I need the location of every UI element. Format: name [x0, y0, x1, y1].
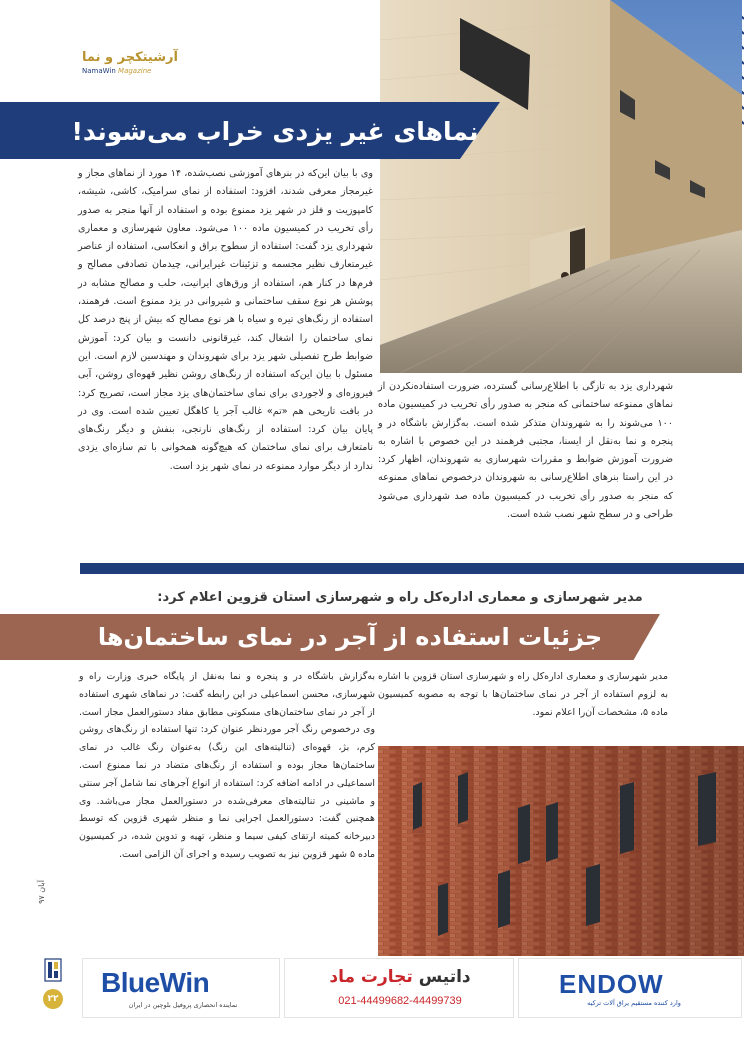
issue-date: آبان ۹۷	[37, 880, 46, 904]
bluewin-brand: BlueWin	[101, 967, 210, 998]
article2-column-right: مدیر شهرسازی و معماری اداره‌کل راه و شهرسازی استان قزوین با اشاره به لزوم استفاده از آجر در نمای ساختمان‌ها با توجه به مصوبه کمیسیون ماده ۵، مشخصات آن‌را اعلام نمود.	[378, 671, 668, 718]
article2-title: جزئیات استفاده از آجر در نمای ساختمان‌ها	[97, 623, 603, 651]
bluewin-tagline: نماینده انحصاری پروفیل بلوچین در ایران	[128, 1001, 238, 1009]
logo-mag: Magazine	[118, 67, 152, 75]
advertisement-strip	[78, 958, 744, 1018]
article1-column-right: وی با بیان این‌که در بنرهای آموزشی نصب‌شده، ۱۴ مورد از نماهای مجاز و غیرمجاز معرفی شدند، افزود: استفاده از نمای سرامیک، کاشی، شیشه، کامپوزیت و فلز در شهر یزد ممنوع بوده و استفاده از آنها منجر به صدور رأی تخریب در کمیسیون ماده ۱۰۰ می‌شود. معاون شهرسازی و معماری شهرداری یزد گفت: استفاده از سطوح براق و انعکاسی، استفاده از عناصر غیرمتعارف نظیر مجسمه و تزئینات غیرایرانی، چیدمان تصادفی مصالح و فرم‌ها در کنار هم، استفاده از ورق‌های ایرانیت، حلب و مصالح مشابه در پوشش هر نوع سقف ساختمانی و شیروانی در یزد ممنوع است. فرهمند، استفاده از رنگ‌های تیره و سیاه با هر نوع مصالح که بیش از پنج درصد کل نمای ساختمان را اشغال کند، غیرقانونی دانست و بیان کرد: آموزش ضوابط طرح تفصیلی شهر یزد برای شهروندان و مهندسین لازم است. این مسئول با بیان این‌که استفاده از رنگ‌های روشن نظیر قهوه‌ای روشن، آبی فیروزه‌ای و لاجوردی برای نمای ساختمان‌های یزد مجاز است، تصریح کرد: در بافت تاریخی هم «تم» غالب آجر یا کاهگل تعیین شده است. وی در پایان بیان کرد: استفاده از رنگ‌های نارنجی، بنفش و دیگر رنگ‌های نامتعارف برای نمای ساختمان که هیچ‌گونه همخوانی با تم سازه‌ای یزدی ندارد از دیگر موارد ممنوعه در نمای شهر یزد است.	[78, 168, 373, 472]
ad-datis[interactable]	[284, 958, 514, 1018]
datis-name-black: داتیس	[418, 967, 471, 987]
logo-brand: NamaWin	[82, 67, 116, 75]
brick-facade-photo	[378, 746, 744, 956]
logo-persian: آرشیتکچر و نما	[82, 50, 178, 65]
logo-english	[82, 67, 192, 75]
datis-name-red: تجارت ماد	[329, 967, 413, 987]
stone-building-photo	[380, 0, 742, 373]
magazine-logo	[82, 50, 192, 80]
side-logo-icon	[44, 958, 62, 982]
datis-brand	[285, 967, 515, 987]
article1-title: نماهای غیر یزدی خراب می‌شوند!	[71, 117, 479, 146]
article1-column-left: شهرداری یزد به تازگی با اطلاع‌رسانی گسترده، ضرورت استفاده‌نکردن از نماهای ممنوعه ساختمانی که منجر به صدور رأی تخریب در کمیسیون ماده ۱۰۰ می‌شوند را به شهروندان متذکر شده است. به‌گزارش باشگاه در و پنجره و نما به‌نقل از ایسنا، مجتبی فرهمند در این خصوص با اشاره به ضرورت آموزش ضوابط و مقررات شهرسازی به شهروندان، اظهار کرد: در این راستا بنرهای اطلاع‌رسانی به شهروندان درخصوص نماهای ممنوعه که منجر به صدور رأی تخریب در کمیسیون ماده صد شهرداری می‌شود طراحی و در سطح شهر نصب شده است.	[378, 381, 673, 521]
page-number: ۲۲	[43, 989, 63, 1009]
datis-phone: 021-44499682-44499739	[338, 995, 462, 1007]
section-divider	[80, 563, 744, 574]
ad-endow[interactable]	[518, 958, 742, 1018]
ad-bluewin[interactable]	[82, 958, 280, 1018]
endow-brand: ENDOW	[559, 969, 664, 999]
endow-tagline: وارد کننده مستقیم یراق آلات ترکیه	[587, 999, 681, 1007]
article2-column-left: به‌گزارش باشگاه در و پنجره و نما به‌نقل از پایگاه خبری وزارت راه و شهرسازی، محسن اسماعیلی در این رابطه گفت: در نماهای شهری استفاده از آجر در نمای ساختمان‌های مسکونی مطابق مفاد دستورالعمل مجاز است. وی درخصوص رنگ آجر موردنظر عنوان کرد: تنها استفاده از رنگ‌های روشن کرم، بژ، قهوه‌ای (تنالیته‌های این رنگ) به‌عنوان رنگ غالب در نمای ساختمان‌ها مجاز بوده و استفاده از رنگ‌های متضاد در نما ممنوع است. اسماعیلی در ادامه اضافه کرد: استفاده از انواع آجرهای نما شامل آجر سنتی و ماشینی در تنالیته‌های معرفی‌شده در دستورالعمل مجاز می‌باشد. وی همچنین گفت: دستورالعمل اجرایی نما و منظر شهری قزوین که توسط دبیرخانه کمیته ارتقای کیفی سیما و منظر، تهیه و تدوین شده، در کمیسیون ماده ۵ شهر قزوین نیز به تصویب رسیده و اجرای آن الزامی است.	[79, 671, 375, 860]
article2-subtitle: مدیر شهرسازی و معماری اداره‌کل راه و شهرسازی استان قزوین اعلام کرد:	[157, 590, 643, 605]
